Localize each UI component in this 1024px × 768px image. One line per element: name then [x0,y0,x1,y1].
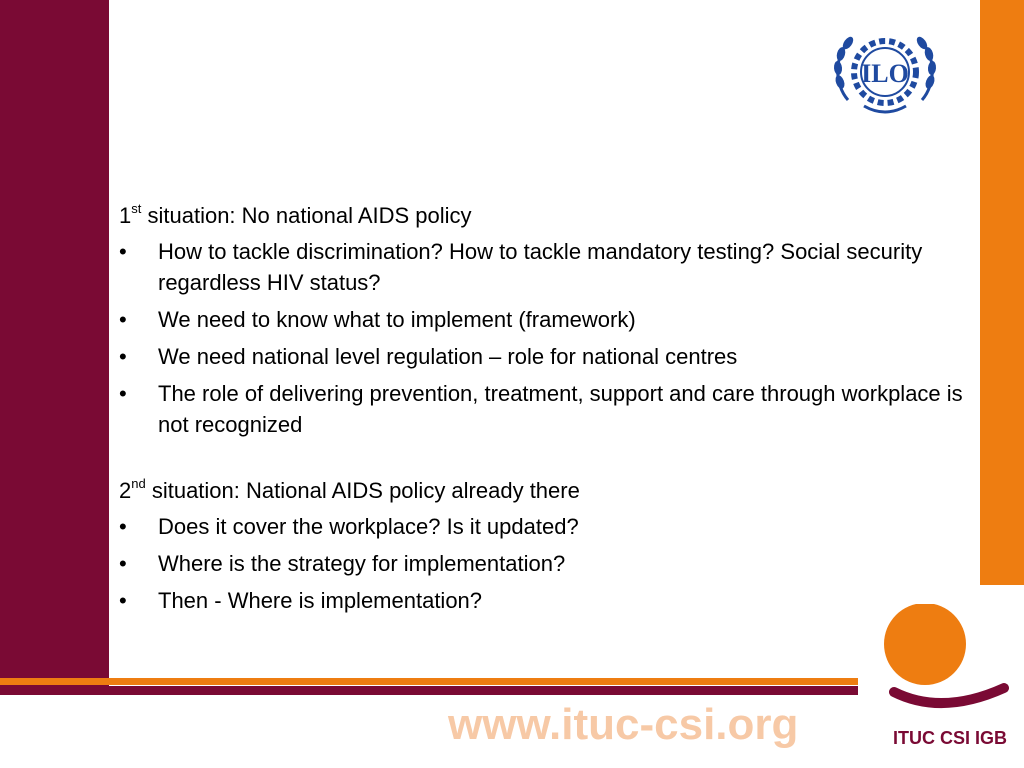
section-2-heading [119,475,969,506]
bullet-marker: • [119,307,127,332]
section-1-superscript: st [131,200,142,216]
bullet-marker: • [119,514,127,539]
ituc-logo-text: ITUC CSI IGB [893,728,1008,748]
bullet-text: Does it cover the workplace? Is it updated? [158,514,579,539]
footer-orange-stripe [0,678,858,685]
section-2-title: situation: National AIDS policy already there [145,478,580,503]
bullet-marker: • [119,344,127,369]
bullet-marker: • [119,381,127,406]
ilo-logo [826,22,944,122]
bullet-item [119,304,969,335]
section-2-number: 2 [119,478,132,503]
bullet-item [119,585,969,616]
bullet-text: The role of delivering prevention, treatment, support and care through workplace is not recognized [158,381,963,437]
left-maroon-bar [0,0,109,686]
footer-maroon-stripe [0,686,858,695]
section-2-superscript: nd [131,475,146,491]
section-spacer [119,446,969,475]
footer-url-link[interactable]: www.ituc-csi.org [448,700,799,749]
bullet-text: Where is the strategy for implementation? [158,551,566,576]
section-1-bullet-list [119,236,969,440]
bullet-marker: • [119,551,127,576]
slide-content [119,200,969,622]
bullet-text: We need to know what to implement (framework) [158,307,636,332]
section-1-heading [119,200,969,231]
bullet-item [119,236,969,298]
section-1-title: situation: No national AIDS policy [141,203,472,228]
bullet-item [119,511,969,542]
bullet-text: We need national level regulation – role for national centres [158,344,738,369]
section-1-number: 1 [119,203,132,228]
bullet-marker: • [119,239,127,264]
bullet-item [119,378,969,440]
bullet-text: Then - Where is implementation? [158,588,483,613]
bullet-marker: • [119,588,127,613]
ilo-logo-text: ILO [861,59,909,88]
bullet-item [119,548,969,579]
bullet-text: How to tackle discrimination? How to tackle mandatory testing? Social security regardless HIV status? [158,239,923,295]
bullet-item [119,341,969,372]
section-2-bullet-list [119,511,969,616]
right-orange-bar [980,0,1024,585]
